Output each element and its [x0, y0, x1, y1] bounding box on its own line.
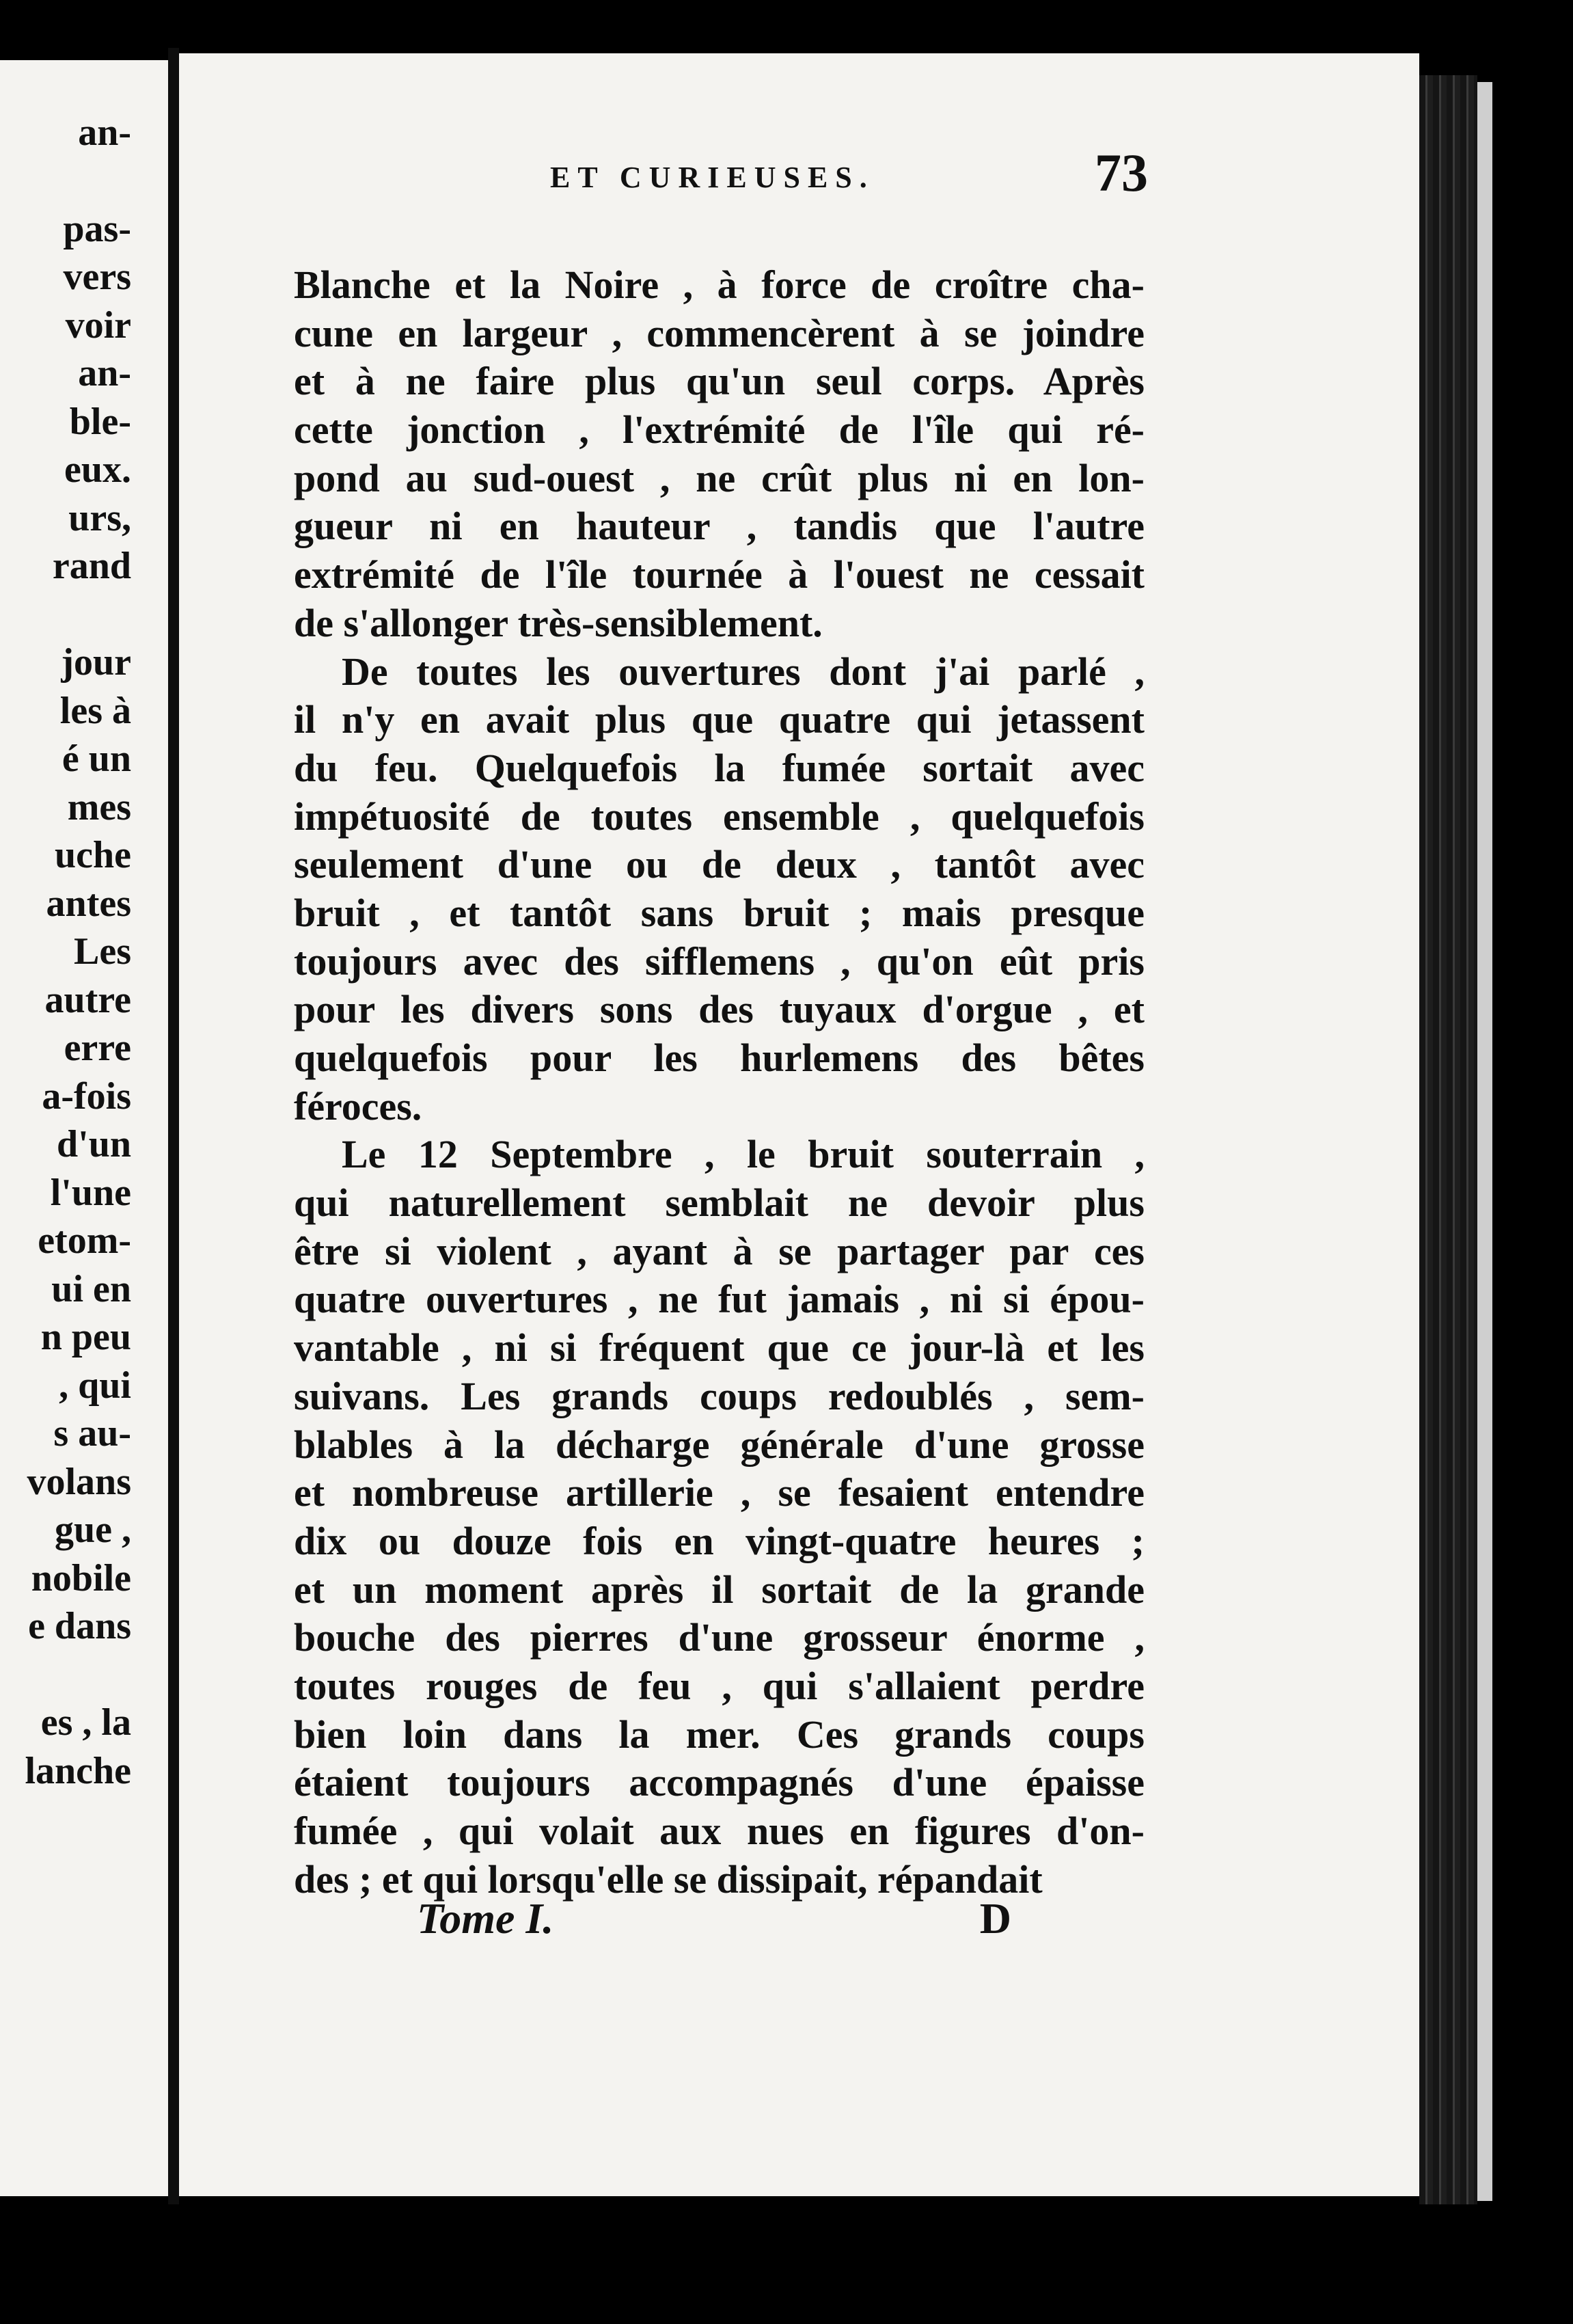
left-page-line-fragment: eux.	[64, 448, 131, 491]
text-line: toutes rouges de feu , qui s'allaient perdre	[294, 1663, 1145, 1708]
left-page-line-fragment: d'un	[57, 1123, 131, 1165]
left-page-line-fragment: urs,	[68, 496, 131, 539]
left-page-line-fragment: voir	[65, 303, 131, 347]
left-page-line-fragment: ble-	[69, 400, 131, 443]
left-page-line-fragment	[25, 591, 131, 639]
text-line: cette jonction , l'extrémité de l'île qui ré-	[294, 407, 1145, 452]
page-footer	[417, 1893, 1011, 1955]
left-page-line-fragment: es , la	[40, 1701, 131, 1744]
page-edge-stack	[1419, 75, 1477, 2208]
bottom-shadow	[0, 2204, 1573, 2324]
text-line: extrémité de l'île tournée à l'ouest ne cessait	[294, 552, 1145, 597]
running-head	[355, 143, 1148, 217]
left-page-line-fragment: volans	[27, 1460, 131, 1503]
signature-mark: D	[979, 1894, 1011, 1943]
left-page	[0, 60, 172, 2196]
text-line: fumée , qui volait aux nues en figures d'on-	[294, 1809, 1145, 1853]
left-page-line-fragment: e dans	[28, 1605, 131, 1647]
text-line: Le 12 Septembre , le bruit souterrain ,	[342, 1132, 1145, 1177]
left-page-line-fragment	[25, 1651, 131, 1699]
text-line: être si violent , ayant à se partager par ces	[294, 1228, 1145, 1273]
text-line: gueur ni en hauteur , tandis que l'autre	[294, 504, 1145, 549]
left-page-text-fragments	[25, 60, 131, 1795]
text-line: bouche des pierres d'une grosseur énorme ,	[294, 1615, 1145, 1660]
text-line: et à ne faire plus qu'un seul corps. Après	[294, 359, 1145, 404]
text-line: Blanche et la Noire , à force de croître cha-	[294, 262, 1145, 307]
page-edge-highlight	[1477, 82, 1492, 2201]
text-line: étaient toujours accompagnés d'une épaisse	[294, 1760, 1145, 1805]
text-line: toujours avec des sifflemens , qu'on eût pris	[294, 938, 1145, 984]
left-page-line-fragment: Les	[74, 930, 131, 973]
text-line: des ; et qui lorsqu'elle se dissipait, répandait	[294, 1856, 1043, 1902]
text-line: de s'allonger très-sensiblement.	[294, 600, 823, 645]
left-page-line-fragment: , qui	[59, 1364, 131, 1407]
left-page-line-fragment: an-	[78, 111, 131, 154]
left-page-line-fragment: les à	[59, 689, 131, 732]
left-page-line-fragment: nobile	[31, 1556, 131, 1599]
volume-label: Tome I.	[417, 1894, 554, 1943]
text-line: quatre ouvertures , ne fut jamais , ni si épou-	[294, 1277, 1145, 1322]
text-line: et un moment après il sortait de la grande	[294, 1567, 1145, 1612]
left-page-line-fragment	[25, 157, 131, 205]
text-line: cune en largeur , commencèrent à se joindre	[294, 310, 1145, 355]
text-line: féroces.	[294, 1083, 422, 1129]
left-page-line-fragment: vers	[63, 256, 131, 298]
left-page-line-fragment: jour	[61, 641, 131, 684]
text-line: il n'y en avait plus que quatre qui jetassent	[294, 697, 1145, 742]
left-page-line-fragment	[25, 60, 131, 109]
text-line: et nombreuse artillerie , se fesaient entendre	[294, 1470, 1145, 1515]
text-line: pond au sud-ouest , ne crût plus ni en lon-	[294, 455, 1145, 500]
left-page-line-fragment: pas-	[63, 207, 131, 250]
text-line: bruit , et tantôt sans bruit ; mais presque	[294, 890, 1145, 935]
text-line: dix ou douze fois en vingt-quatre heures ;	[294, 1518, 1145, 1563]
page-number: 73	[1095, 143, 1148, 202]
left-page-line-fragment: rand	[52, 545, 131, 587]
left-page-line-fragment: l'une	[50, 1171, 131, 1214]
left-page-line-fragment: uche	[55, 834, 131, 876]
left-page-line-fragment: autre	[44, 978, 131, 1021]
text-line: quelquefois pour les hurlemens des bêtes	[294, 1036, 1145, 1080]
text-line: vantable , ni si fréquent que ce jour-là et les	[294, 1325, 1145, 1370]
text-line: De toutes les ouvertures dont j'ai parlé ,	[342, 649, 1145, 694]
left-page-line-fragment: s au-	[53, 1412, 131, 1455]
left-page-line-fragment: a-fois	[42, 1075, 131, 1118]
text-line: seulement d'une ou de deux , tantôt avec	[294, 842, 1145, 887]
text-line: qui naturellement semblait ne devoir plus	[294, 1180, 1145, 1226]
left-page-line-fragment: erre	[64, 1027, 131, 1069]
left-page-line-fragment: ui en	[51, 1267, 131, 1310]
left-page-line-fragment: etom-	[38, 1219, 131, 1262]
text-line: suivans. Les grands coups redoublés , sem-	[294, 1373, 1145, 1418]
left-page-line-fragment: n peu	[40, 1316, 131, 1358]
text-line: blables à la décharge générale d'une grosse	[294, 1422, 1145, 1467]
text-line: impétuosité de toutes ensemble , quelquefois	[294, 794, 1145, 839]
left-page-line-fragment: antes	[46, 882, 131, 925]
left-page-line-fragment: an-	[78, 352, 131, 394]
text-line: bien loin dans la mer. Ces grands coups	[294, 1712, 1145, 1757]
running-title: ET CURIEUSES.	[550, 161, 875, 194]
gutter-shadow	[168, 48, 179, 2208]
left-page-line-fragment: é un	[61, 738, 131, 780]
body-text	[294, 261, 1145, 1904]
left-page-line-fragment: gue ,	[55, 1509, 131, 1551]
left-page-line-fragment: lanche	[25, 1749, 131, 1792]
text-line: pour les divers sons des tuyaux d'orgue , et	[294, 987, 1145, 1032]
text-line: du feu. Quelquefois la fumée sortait avec	[294, 745, 1145, 790]
left-page-line-fragment: mes	[67, 785, 131, 828]
